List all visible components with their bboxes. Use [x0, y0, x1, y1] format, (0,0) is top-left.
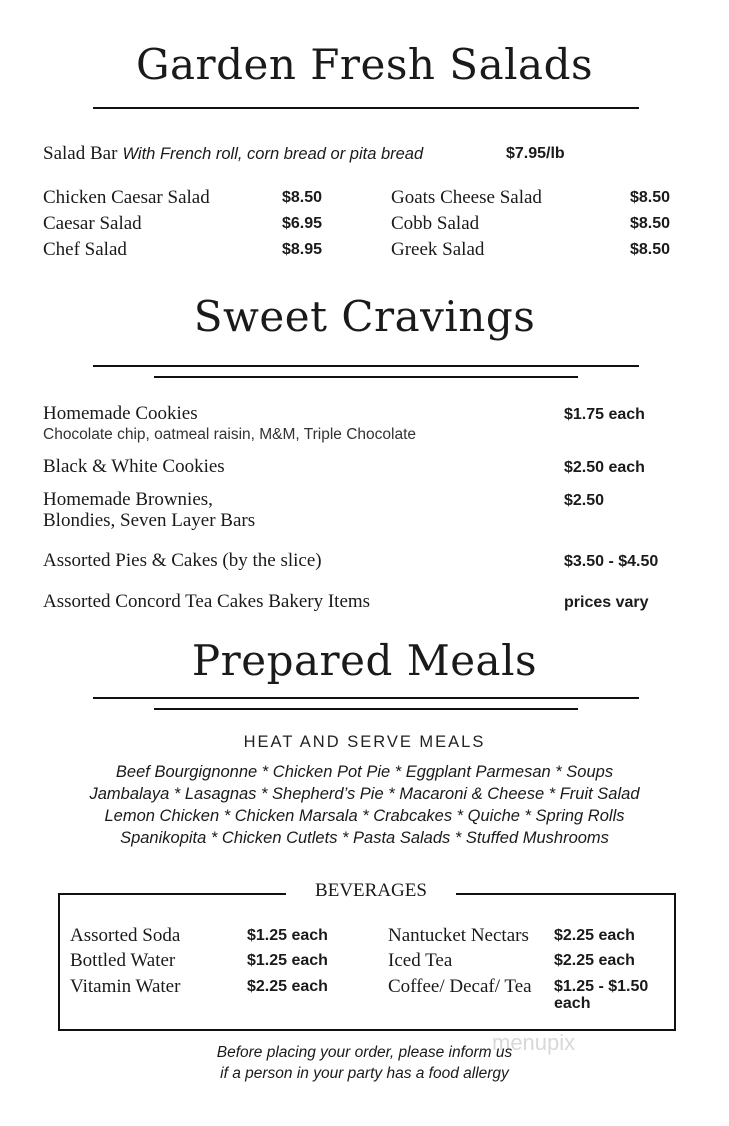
meals-subtitle: HEAT AND SERVE MEALS	[243, 733, 486, 751]
menu-item-price: $8.50	[630, 189, 671, 206]
beverage-name: Assorted Soda	[70, 925, 181, 946]
menu-item-price: $8.50	[630, 215, 671, 232]
meals-line: Spanikopita * Chicken Cutlets * Pasta Salads * Stuffed Mushrooms	[120, 829, 609, 847]
menu-item-name: Homemade Cookies	[43, 403, 198, 424]
menu-item-price: $8.50	[630, 241, 671, 258]
meals-title: Prepared Meals	[191, 636, 538, 685]
meals-line: Lemon Chicken * Chicken Marsala * Crabcakes * Quiche * Spring Rolls	[104, 807, 625, 825]
meals-divider-top	[93, 697, 639, 699]
menu-item-price: $3.50 - $4.50	[564, 553, 659, 570]
menu-item-name: Goats Cheese Salad	[391, 187, 542, 208]
menu-item-price: $8.95	[282, 241, 323, 258]
beverage-name: Bottled Water	[70, 950, 176, 971]
salad-bar-price: $7.95/lb	[506, 145, 565, 162]
meals-divider-bottom	[154, 708, 578, 710]
beverage-name: Vitamin Water	[70, 976, 181, 997]
menu-item-name: Chef Salad	[43, 239, 127, 260]
menu-item-desc: Chocolate chip, oatmeal raisin, M&M, Triple Chocolate	[43, 426, 417, 443]
menupix-watermark: menupix	[492, 1030, 576, 1055]
allergy-notice: Before placing your order, please inform us	[216, 1044, 513, 1061]
menu-item-name: Blondies, Seven Layer Bars	[43, 510, 256, 531]
beverage-price: $2.25 each	[554, 927, 635, 944]
menu-item-name: Assorted Concord Tea Cakes Bakery Items	[43, 591, 371, 612]
sweets-divider-top	[93, 365, 639, 367]
salads-divider	[93, 107, 639, 109]
salads-title: Garden Fresh Salads	[135, 40, 594, 89]
menu-item-price: $2.50 each	[564, 459, 645, 476]
beverage-name: Nantucket Nectars	[388, 925, 529, 946]
menu-item-price: $8.50	[282, 189, 323, 206]
beverage-name: Iced Tea	[388, 950, 453, 971]
menu-item-name: Black & White Cookies	[43, 456, 225, 477]
beverage-name: Coffee/ Decaf/ Tea	[388, 976, 532, 997]
menu-item-name: Caesar Salad	[43, 213, 142, 234]
salad-bar-desc: With French roll, corn bread or pita bread	[122, 145, 424, 163]
menu-item-name: Homemade Brownies,	[43, 489, 213, 510]
beverage-price: $1.25 each	[247, 927, 328, 944]
menu-item-price: prices vary	[564, 594, 649, 611]
beverage-price: $1.25 each	[247, 952, 328, 969]
menu-item-name: Chicken Caesar Salad	[43, 187, 210, 208]
meals-line: Jambalaya * Lasagnas * Shepherd’s Pie * Macaroni & Cheese * Fruit Salad	[89, 785, 640, 803]
salad-bar-name: Salad Bar	[43, 143, 118, 164]
beverage-price: $2.25 each	[247, 978, 328, 995]
meals-line: Beef Bourgignonne * Chicken Pot Pie * Eggplant Parmesan * Soups	[115, 763, 614, 781]
sweets-divider-bottom	[154, 376, 578, 378]
beverage-price: $1.25 - $1.50	[554, 978, 649, 995]
allergy-notice: if a person in your party has a food allergy	[220, 1065, 509, 1082]
menu-item-price: $6.95	[282, 215, 323, 232]
menu-item-name: Cobb Salad	[391, 213, 480, 234]
menu-item-price: $2.50	[564, 492, 605, 509]
salad-bar-row	[43, 143, 423, 165]
menu-item-price: $1.75 each	[564, 406, 645, 423]
beverages-title: BEVERAGES	[286, 880, 456, 902]
beverage-price: $2.25 each	[554, 952, 635, 969]
menu-item-name: Assorted Pies & Cakes (by the slice)	[43, 550, 322, 571]
menu-item-name: Greek Salad	[391, 239, 485, 260]
beverage-price: each	[554, 995, 591, 1012]
sweets-title: Sweet Cravings	[193, 292, 536, 341]
